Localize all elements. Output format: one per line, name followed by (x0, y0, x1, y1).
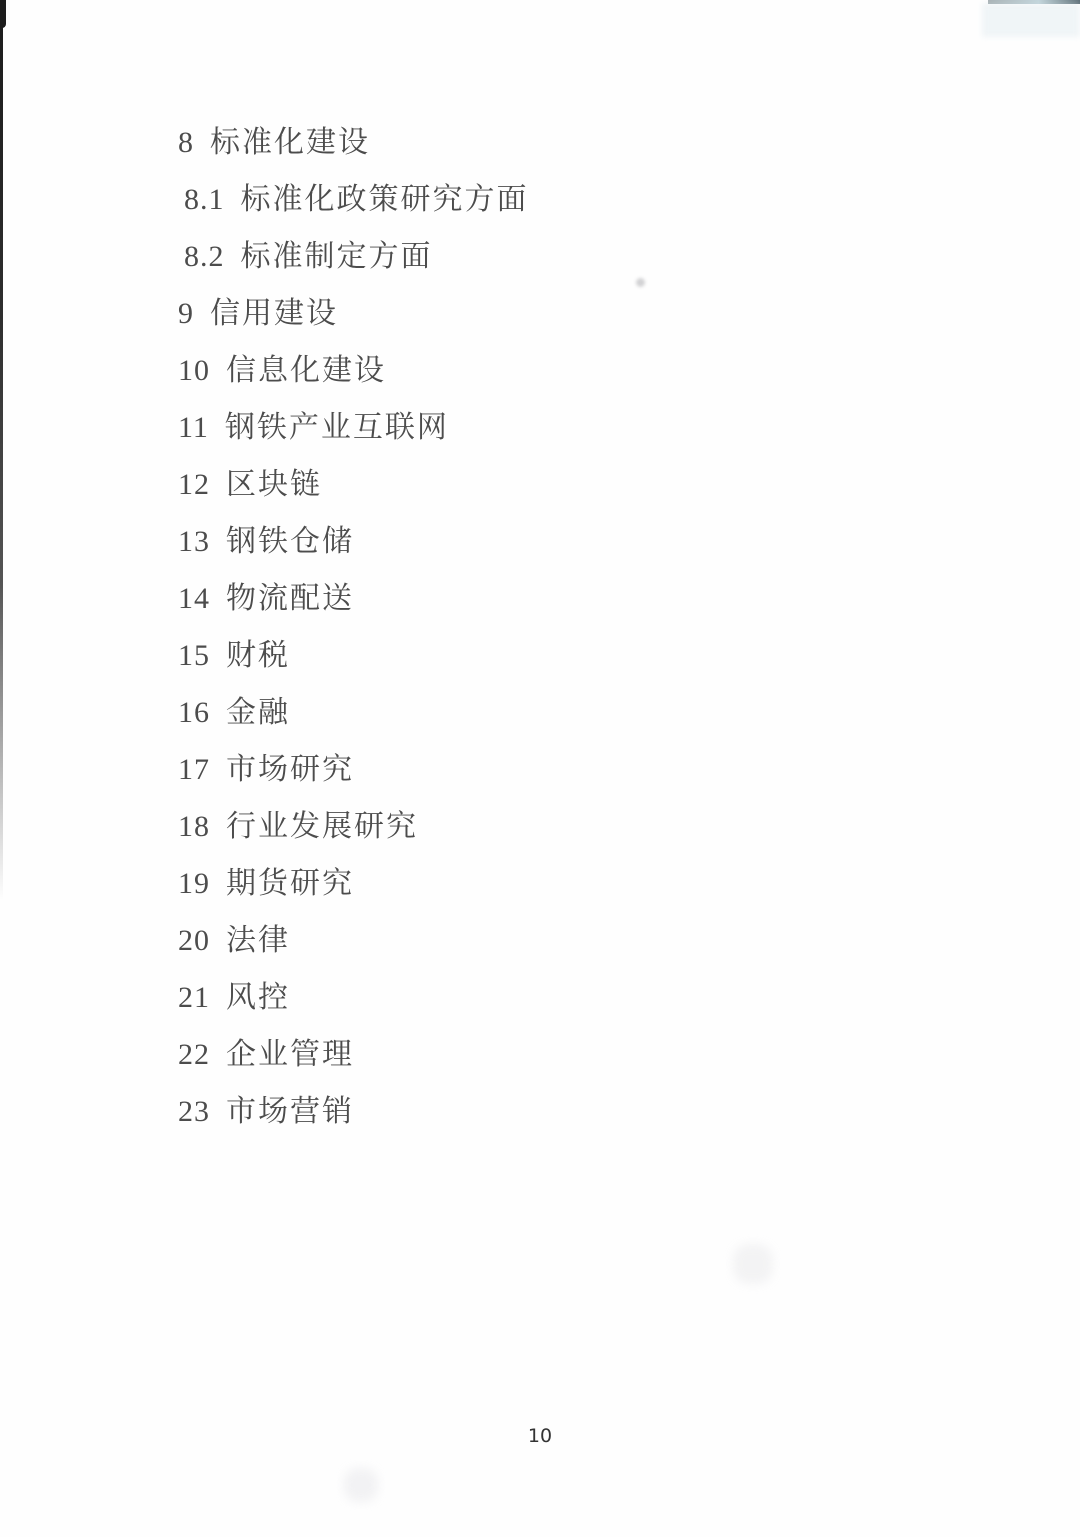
toc-item (0, 242, 1080, 272)
toc-item (0, 584, 1080, 614)
toc-item-number: 17 (178, 753, 210, 786)
toc-item (0, 413, 1080, 443)
toc-item-label: 信息化建设 (226, 354, 386, 387)
toc-item (0, 983, 1080, 1013)
toc-item-number: 10 (178, 354, 210, 387)
toc-item (0, 812, 1080, 842)
toc-item-number: 22 (178, 1038, 210, 1071)
toc-item-number: 9 (178, 297, 194, 330)
toc-item-number: 11 (178, 411, 209, 444)
toc-item (0, 299, 1080, 329)
toc-item-label: 标准制定方面 (240, 240, 433, 273)
toc-item-label: 法律 (226, 924, 290, 957)
toc-item-number: 15 (178, 639, 210, 672)
toc-item-number: 12 (178, 468, 210, 501)
toc-item (0, 470, 1080, 500)
toc-item-number: 19 (178, 867, 210, 900)
toc-item-label: 金融 (226, 696, 290, 729)
toc-item (0, 185, 1080, 215)
toc-item (0, 641, 1080, 671)
toc-item (0, 527, 1080, 557)
scan-smudge (733, 1244, 773, 1284)
toc-item-label: 期货研究 (226, 867, 354, 900)
toc-item-label: 物流配送 (226, 582, 354, 615)
toc-item-label: 行业发展研究 (226, 810, 418, 843)
toc-item (0, 698, 1080, 728)
toc-item (0, 926, 1080, 956)
toc-item-label: 风控 (226, 981, 290, 1014)
toc-item (0, 1097, 1080, 1127)
toc-item-label: 区块链 (226, 468, 322, 501)
toc-item (0, 1040, 1080, 1070)
toc-item-number: 8.2 (184, 240, 225, 273)
toc-item-label: 标准化建设 (210, 126, 370, 159)
toc-item-label: 市场营销 (226, 1095, 354, 1128)
page-number: 10 (527, 1425, 553, 1447)
outline-list (0, 128, 1080, 1154)
toc-item-label: 标准化政策研究方面 (240, 183, 529, 216)
toc-item-number: 14 (178, 582, 210, 615)
toc-item (0, 869, 1080, 899)
toc-item-number: 16 (178, 696, 210, 729)
toc-item (0, 755, 1080, 785)
toc-item-number: 20 (178, 924, 210, 957)
toc-item-number: 13 (178, 525, 210, 558)
scan-smudge (344, 1468, 378, 1502)
scan-wash (982, 3, 1080, 37)
toc-item-number: 23 (178, 1095, 210, 1128)
toc-item-label: 钢铁仓储 (226, 525, 354, 558)
toc-item-label: 信用建设 (210, 297, 338, 330)
toc-item-label: 市场研究 (226, 753, 354, 786)
toc-item (0, 356, 1080, 386)
toc-item-label: 钢铁产业互联网 (224, 411, 449, 444)
toc-item-number: 8.1 (184, 183, 225, 216)
scan-corner-notch (0, 0, 6, 28)
toc-item-number: 8 (178, 126, 194, 159)
toc-item-label: 财税 (226, 639, 290, 672)
toc-item-number: 21 (178, 981, 210, 1014)
toc-item (0, 128, 1080, 158)
toc-item-number: 18 (178, 810, 210, 843)
toc-item-label: 企业管理 (226, 1038, 354, 1071)
